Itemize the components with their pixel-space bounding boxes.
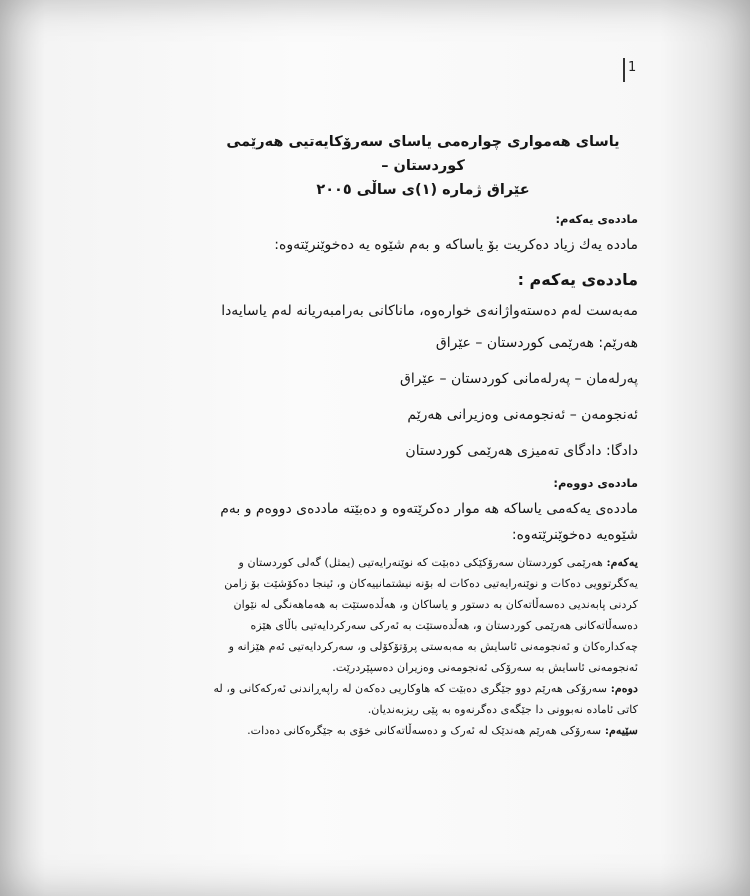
law-title-line-2: عێراق ژمارە (١)ی ساڵی ٢٠٠٥ (316, 182, 530, 198)
clause-first-lead: یەکەم: (606, 555, 638, 569)
article-two-text: ماددەی یەکەمی یاساکە هە موار دەکرێتەوە و دەبێتە ماددەی دووەم و بەم شێوەیە دەخوێنرێتەوە: (220, 501, 638, 543)
definition-court: دادگا: دادگای تەمیزی هەرێمی کوردستان (405, 443, 638, 459)
clause-third-text: سەرۆکی هەرێم هەندێک لە ئەرک و دەسەڵاتەکانی خۆی بە جێگرەکانی دەدات. (247, 724, 602, 737)
clause-first-text: هەرێمی کوردستان سەرۆکێکی دەبێت کە نوێنەرایەتیی (یمثل) گەلی کوردستان و یەکگرتوویی دەکات و نوێنەرایەتیی دەکات لە بۆنە نیشتمانییەکان و، ئینجا دەکۆشێت بۆ زامن کردنی پابەندیی دەسەڵاتەکان بە دستور و یاساکان و، هەڵدەستێت بە هەماهەنگی لە نێوان دەسەڵاتەکانی هەرێمی کوردستان و، هەڵدەستێت بە ئەرکی سەرکردایەتیی باڵای هێزە چەکدارەکان و ئەنجومەنی ئاسایش بە مەبەستی پرۆتۆکۆلی و، سەرکردایەتیی ئەم هێزانە و ئەنجومەنی ئاسایش بە سەرۆکی ئەنجومەنی وەزیران دەسپێردرێت. (224, 556, 638, 674)
definitions-intro: مەبەست لەم دەستەواژانەی خوارەوە، ماناکانی بەرامبەریانە لەم یاسایەدا (221, 303, 638, 319)
clause-second (208, 678, 638, 720)
definition-council: ئەنجومەن – ئەنجومەنی وەزیرانی هەرێم (407, 407, 638, 423)
clause-third (208, 720, 638, 741)
article-one-label: ماددەی یەکەم: (555, 212, 638, 226)
article-two-label: ماددەی دووەم: (553, 476, 638, 490)
clause-second-lead: دوەم: (610, 681, 638, 695)
clause-second-text: سەرۆکی هەرێم دوو جێگری دەبێت کە هاوکاریی دەکەن لە راپەڕاندنی ئەرکەکانی و، لە کاتی ئامادە نەبوونی دا جێگەی دەگرنەوە بە پێی ریزبەندیان. (213, 682, 638, 716)
page-number-divider (623, 58, 625, 82)
document-body (208, 130, 638, 741)
page-number: 1 (628, 60, 637, 75)
article-one-text: ماددە یەك زیاد دەکریت بۆ یاساکە و بەم شێوە یە دەخوێنرێتەوە: (274, 237, 638, 253)
article-one-heading: ماددەی یەکەم : (517, 270, 638, 289)
clause-third-lead: سێیەم: (604, 723, 638, 737)
definition-region: هەرێم: هەرێمی کوردستان – عێراق (435, 335, 638, 351)
definition-parliament: پەرلەمان – پەرلەمانی کوردستان – عێراق (400, 371, 638, 387)
law-title (208, 130, 638, 202)
clause-first (208, 552, 638, 678)
law-title-line-1: یاسای هەمواری چوارەمی یاسای سەرۆکایەتیی هەرێمی کوردستان – (226, 134, 620, 174)
